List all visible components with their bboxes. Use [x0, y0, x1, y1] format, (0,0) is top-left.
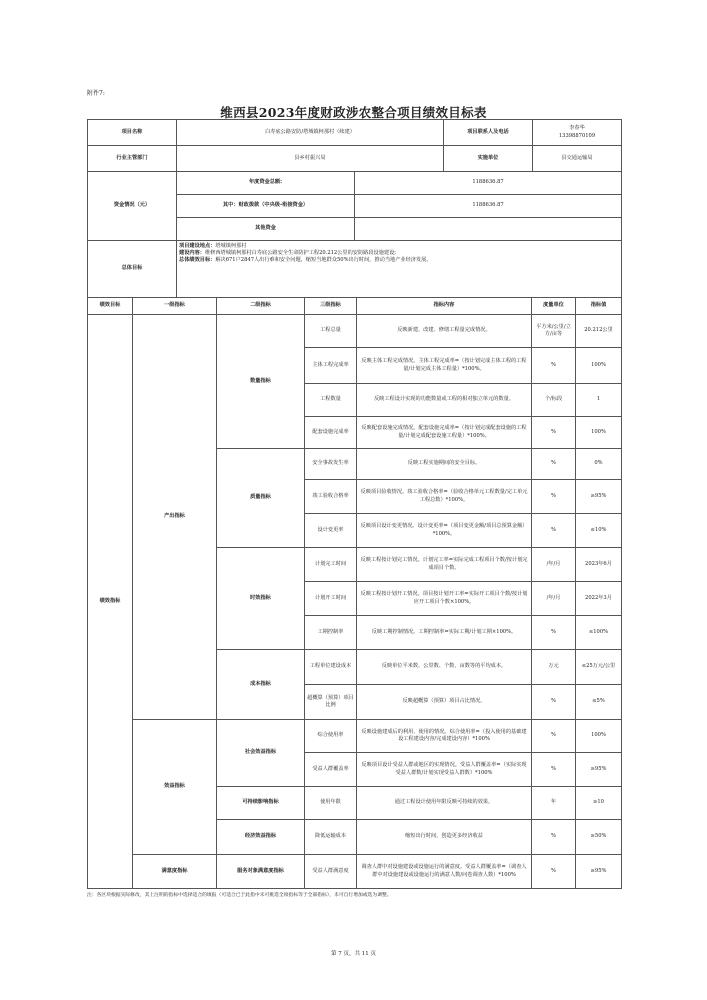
header-unit: 度量单位 — [532, 298, 576, 315]
header-level1: 一级指标 — [133, 298, 217, 315]
indicator-unit: 平方米/公里/立方/亩等 — [532, 315, 576, 348]
indicator-value: 2023年6月 — [576, 548, 622, 582]
indicator-name: 受益人群覆盖率 — [305, 753, 357, 787]
impl-value: 县交通运输局 — [533, 146, 622, 172]
indicator-name: 配套设施完成率 — [305, 417, 357, 449]
indicator-value: 100% — [576, 720, 622, 753]
contact-label: 项目联系人及电话 — [444, 120, 533, 146]
benefit-indicator-group: 效益指标 — [133, 720, 217, 855]
indicator-content: 反映项目设计变更情况。设计变更率=（项目变更金额/项目总预算金额）*100%。 — [357, 514, 532, 548]
dept-label: 行业主管部门 — [88, 146, 177, 172]
contact-name: 李春华 — [569, 125, 585, 132]
indicator-content: 通过工程设计使用年限反映可持续的效果。 — [357, 787, 532, 820]
header-goal: 绩效目标 — [88, 298, 133, 315]
construction-value: 维修西塔城镇柯那村白寿底公路安全生命防护工程20.212公里的安防路段设施建设; — [204, 250, 397, 257]
indicator-content: 反映工期控制情况。工期控制率=实际工期/计划工期×100%。 — [357, 616, 532, 650]
project-info-table — [87, 119, 622, 298]
indicator-value: ≤25万元/公里 — [576, 650, 622, 685]
total-label: 年度资金总额: — [177, 172, 355, 195]
indicator-unit: % — [532, 720, 576, 753]
page-title: 维西县2023年度财政涉农整合项目绩效目标表 — [220, 105, 487, 120]
indicator-unit: % — [532, 480, 576, 514]
indicator-value: ≥95% — [576, 480, 622, 514]
indicator-unit: 年 — [532, 787, 576, 820]
indicator-unit: /年/月 — [532, 548, 576, 582]
indicator-name: 计划完工时间 — [305, 548, 357, 582]
quality-indicator-group: 质量指标 — [217, 449, 305, 548]
indicator-unit: 万元 — [532, 650, 576, 685]
timeliness-indicator-group: 时效指标 — [217, 548, 305, 650]
indicator-name: 安全事故发生率 — [305, 449, 357, 480]
indicator-name: 竣工验收合格率 — [305, 480, 357, 514]
indicator-value: ≤10% — [576, 514, 622, 548]
header-level3: 三级指标 — [305, 298, 357, 315]
economic-benefit-group: 经济效益指标 — [217, 820, 305, 855]
social-benefit-group: 社会效益指标 — [217, 720, 305, 787]
indicator-unit: % — [532, 820, 576, 855]
indicator-name: 超概算（预算）项目比例 — [305, 685, 357, 720]
indicator-name: 降低运输成本 — [305, 820, 357, 855]
performance-table — [87, 297, 622, 889]
funds-label: 资金情况（元） — [88, 172, 177, 241]
indicator-content: 调查人群中对设施建设或设施运行的满意度。受益人群覆盖率=（调查人群中对设施建设或设施运行的满意人数/问卷调查人数）*100% — [357, 855, 532, 889]
indicator-unit: % — [532, 855, 576, 889]
indicator-value: ≤5% — [576, 685, 622, 720]
indicator-name: 受益人群满意度 — [305, 855, 357, 889]
construction-label: 建设内容： — [179, 250, 205, 257]
indicator-name: 工期控制率 — [305, 616, 357, 650]
indicator-content: 反映主体工程完成情况。主体工程完成率=（按计划完成主体工程的工程量/计划完成主体工程量）*100%。 — [357, 348, 532, 384]
indicator-content: 缩短出行时间，创造更多经济收益 — [357, 820, 532, 855]
indicator-value: ≥95% — [576, 855, 622, 889]
cost-indicator-group: 成本指标 — [217, 650, 305, 720]
indicator-content: 反映项目验收情况。竣工验收合格率=（验收合格单元工程数量/完工单元工程总数）*100%。 — [357, 480, 532, 514]
header-level2: 二级指标 — [217, 298, 305, 315]
indicator-content: 反映新建、改建、修缮工程量完成情况。 — [357, 315, 532, 348]
indicator-unit: % — [532, 685, 576, 720]
satisfaction-indicator-group: 满意度指标 — [133, 855, 217, 889]
service-satisfaction-group: 服务对象满意度指标 — [217, 855, 305, 889]
indicator-value: 100% — [576, 417, 622, 449]
indicator-value: 100% — [576, 348, 622, 384]
indicator-value: 0% — [576, 449, 622, 480]
overall-goal-content — [177, 241, 622, 298]
indicator-unit: % — [532, 417, 576, 449]
overall-target-value: 解决671户2847人出行难和安全问题，缩短当地群众50%出行时间，推动当地产业经济发展。 — [215, 257, 432, 264]
footnote: 注：各区块根据实际修改，其上注明的指标中选择适合的填报（可适合已于此指中未可挑选全项指标等于全部指标），未可自行增加或选为调整。 — [87, 893, 392, 898]
indicator-name: 工程总量 — [305, 315, 357, 348]
dept-value: 县乡村振兴局 — [177, 146, 444, 172]
contact-cell — [533, 120, 622, 146]
indicator-name: 工程单位建设成本 — [305, 650, 357, 685]
indicator-unit: % — [532, 616, 576, 650]
indicator-unit: % — [532, 348, 576, 384]
indicator-content: 反映工程设计实现的功能数量或工程的相对独立单元的数量。 — [357, 384, 532, 417]
sustain-impact-group: 可持续影响指标 — [217, 787, 305, 820]
perf-indicator-group: 绩效指标 — [88, 315, 133, 889]
location-value: 塔城镇柯那村 — [215, 243, 247, 249]
indicator-name: 设计变更率 — [305, 514, 357, 548]
indicator-unit: 个/标段 — [532, 384, 576, 417]
indicator-name: 使用年限 — [305, 787, 357, 820]
indicator-content: 反映工程按计划开工情况。项目按计划开工率=实际开工项目个数/按计划应开工项目个数×100%。 — [357, 582, 532, 616]
fiscal-label: 其中：财政拨款（中央级-衔接资金） — [177, 195, 355, 218]
contact-phone: 13398870109 — [558, 132, 596, 139]
location-label: 项目建设地点： — [179, 243, 216, 249]
attachment-label: 附件7: — [87, 90, 105, 97]
overall-target-label: 总体绩效目标： — [179, 257, 216, 264]
output-indicator-group: 产出指标 — [133, 315, 217, 720]
indicator-unit: % — [532, 449, 576, 480]
other-funds-label: 其他资金 — [177, 218, 355, 241]
other-funds-value — [355, 218, 622, 241]
indicator-unit: % — [532, 514, 576, 548]
indicator-content: 反映超概算（预算）项目占比情况。 — [357, 685, 532, 720]
indicator-unit: % — [532, 753, 576, 787]
project-name-label: 项目名称 — [88, 120, 177, 146]
header-content: 指标内容 — [357, 298, 532, 315]
indicator-value: ≥10 — [576, 787, 622, 820]
indicator-value: 2022年3月 — [576, 582, 622, 616]
indicator-name: 综合使用率 — [305, 720, 357, 753]
impl-label: 实施单位 — [444, 146, 533, 172]
indicator-content: 反映工程实施期间的安全目标。 — [357, 449, 532, 480]
fiscal-value: 1188636.87 — [355, 195, 622, 218]
indicator-unit: /年/月 — [532, 582, 576, 616]
project-name: 白寿底公路安防/塔城镇柯那村（续建） — [177, 120, 444, 146]
indicator-value: ≥95% — [576, 753, 622, 787]
indicator-content: 反映配套设施完成情况。配套设施完成率=（按计划完成配套设施的工程量/计划完成配套设施工程量）*100%。 — [357, 417, 532, 449]
header-value: 指标值 — [576, 298, 622, 315]
indicator-name: 计划开工时间 — [305, 582, 357, 616]
page-number: 第 7 页，共 11 页 — [331, 951, 376, 957]
indicator-content: 反映单位平米数、公里数、个数、亩数等的平均成本。 — [357, 650, 532, 685]
total-value: 1188636.87 — [355, 172, 622, 195]
indicator-value: 1 — [576, 384, 622, 417]
indicator-content: 反映项目设计受益人群或地区的实现情况。受益人群覆盖率=（实际实现受益人群数/计划实现受益人群数）*100% — [357, 753, 532, 787]
indicator-content: 反映设施建成后的利用、使用的情况。综合使用率=（投入使用的基础建设工程建设内容/完成建设内容）*100% — [357, 720, 532, 753]
quantity-indicator-group: 数量指标 — [217, 315, 305, 449]
indicator-name: 主体工程完成率 — [305, 348, 357, 384]
indicator-name: 工程数量 — [305, 384, 357, 417]
indicator-value: 20.212公里 — [576, 315, 622, 348]
indicator-value: ≤100% — [576, 616, 622, 650]
indicator-value: ≥50% — [576, 820, 622, 855]
overall-goal-label: 总体目标 — [88, 241, 177, 298]
indicator-content: 反映工程按计划完工情况。计划完工率=实际完成工程项目个数/按计划完成项目个数。 — [357, 548, 532, 582]
